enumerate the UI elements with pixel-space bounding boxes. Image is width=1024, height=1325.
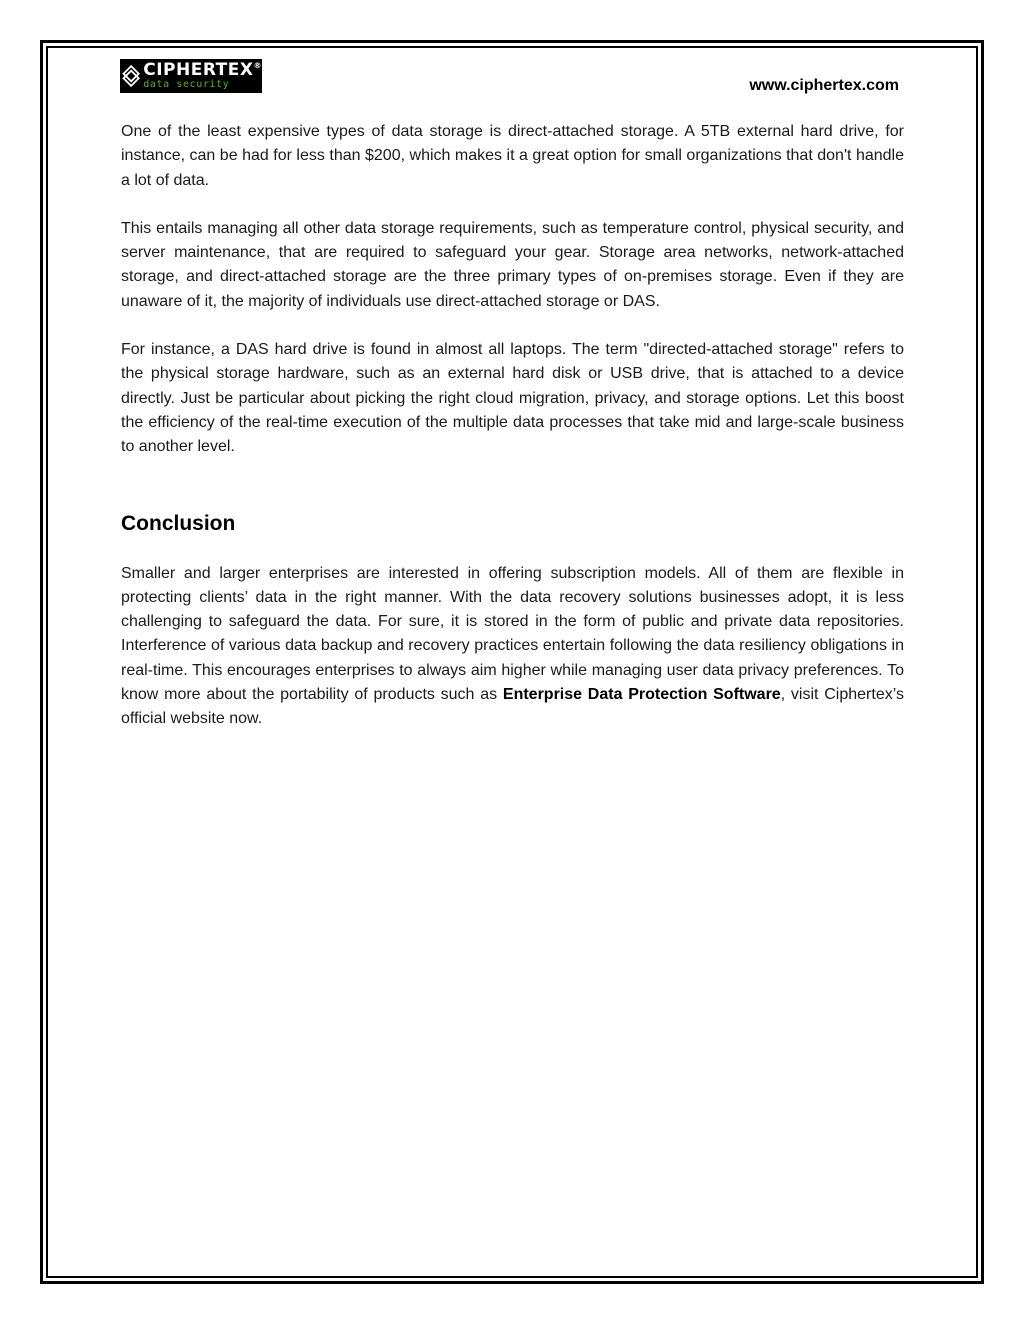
logo-tagline: data security	[143, 79, 230, 90]
logo-name	[143, 62, 262, 79]
conclusion-paragraph	[121, 562, 904, 732]
paragraph-on-premises-storage: This entails managing all other data storage requirements, such as temperature control, physical security, and server maintenance, that are required to safeguard your gear. Storage area networks, network-attached storage, and direct-attached storage are the three primary types of on-premises storage. Even if they are unaware of it, the majority of individuals use direct-attached storage or DAS.	[121, 219, 904, 310]
ciphertex-logo	[120, 59, 262, 93]
document-body	[121, 120, 904, 732]
paragraph-das-laptops: For instance, a DAS hard drive is found in almost all laptops. The term "directed-attached storage" refers to the physical storage hardware, such as an external hard disk or USB drive, that is attached to a device directly. Just be particular about picking the right cloud migration, privacy, and storage options. Let this boost the efficiency of the real-time execution of the multiple data processes that take mid and large-scale business to another level.	[121, 341, 904, 456]
website-url[interactable]: www.ciphertex.com	[749, 77, 899, 94]
enterprise-data-protection-link[interactable]: Enterprise Data Protection Software	[502, 686, 781, 704]
logo-name-text: CIPHERTEX	[143, 60, 254, 80]
conclusion-text-after: , visit Ciphertex’s official website now.	[121, 686, 904, 728]
paragraph-das-cost: One of the least expensive types of data storage is direct-attached storage. A 5TB external hard drive, for instance, can be had for less than $200, which makes it a great option for small organizations that don't handle a lot of data.	[121, 123, 904, 189]
logo-wordmark	[143, 62, 262, 90]
conclusion-text-before: Smaller and larger enterprises are interested in offering subscription models. All of them are flexible in protecting clients’ data in the right manner. With the data recovery solutions businesses adopt, it is less challenging to safeguard the data. For sure, it is stored in the form of public and private data repositories. Interference of various data backup and recovery practices entertain following the data resiliency obligations in real-time. This encourages enterprises to always aim higher while managing user data privacy preferences. To know more about the portability of products such as	[121, 564, 904, 704]
conclusion-heading: Conclusion	[121, 511, 236, 535]
ciphertex-diamond-icon	[122, 61, 140, 91]
logo-registered-mark: ®	[253, 61, 262, 70]
